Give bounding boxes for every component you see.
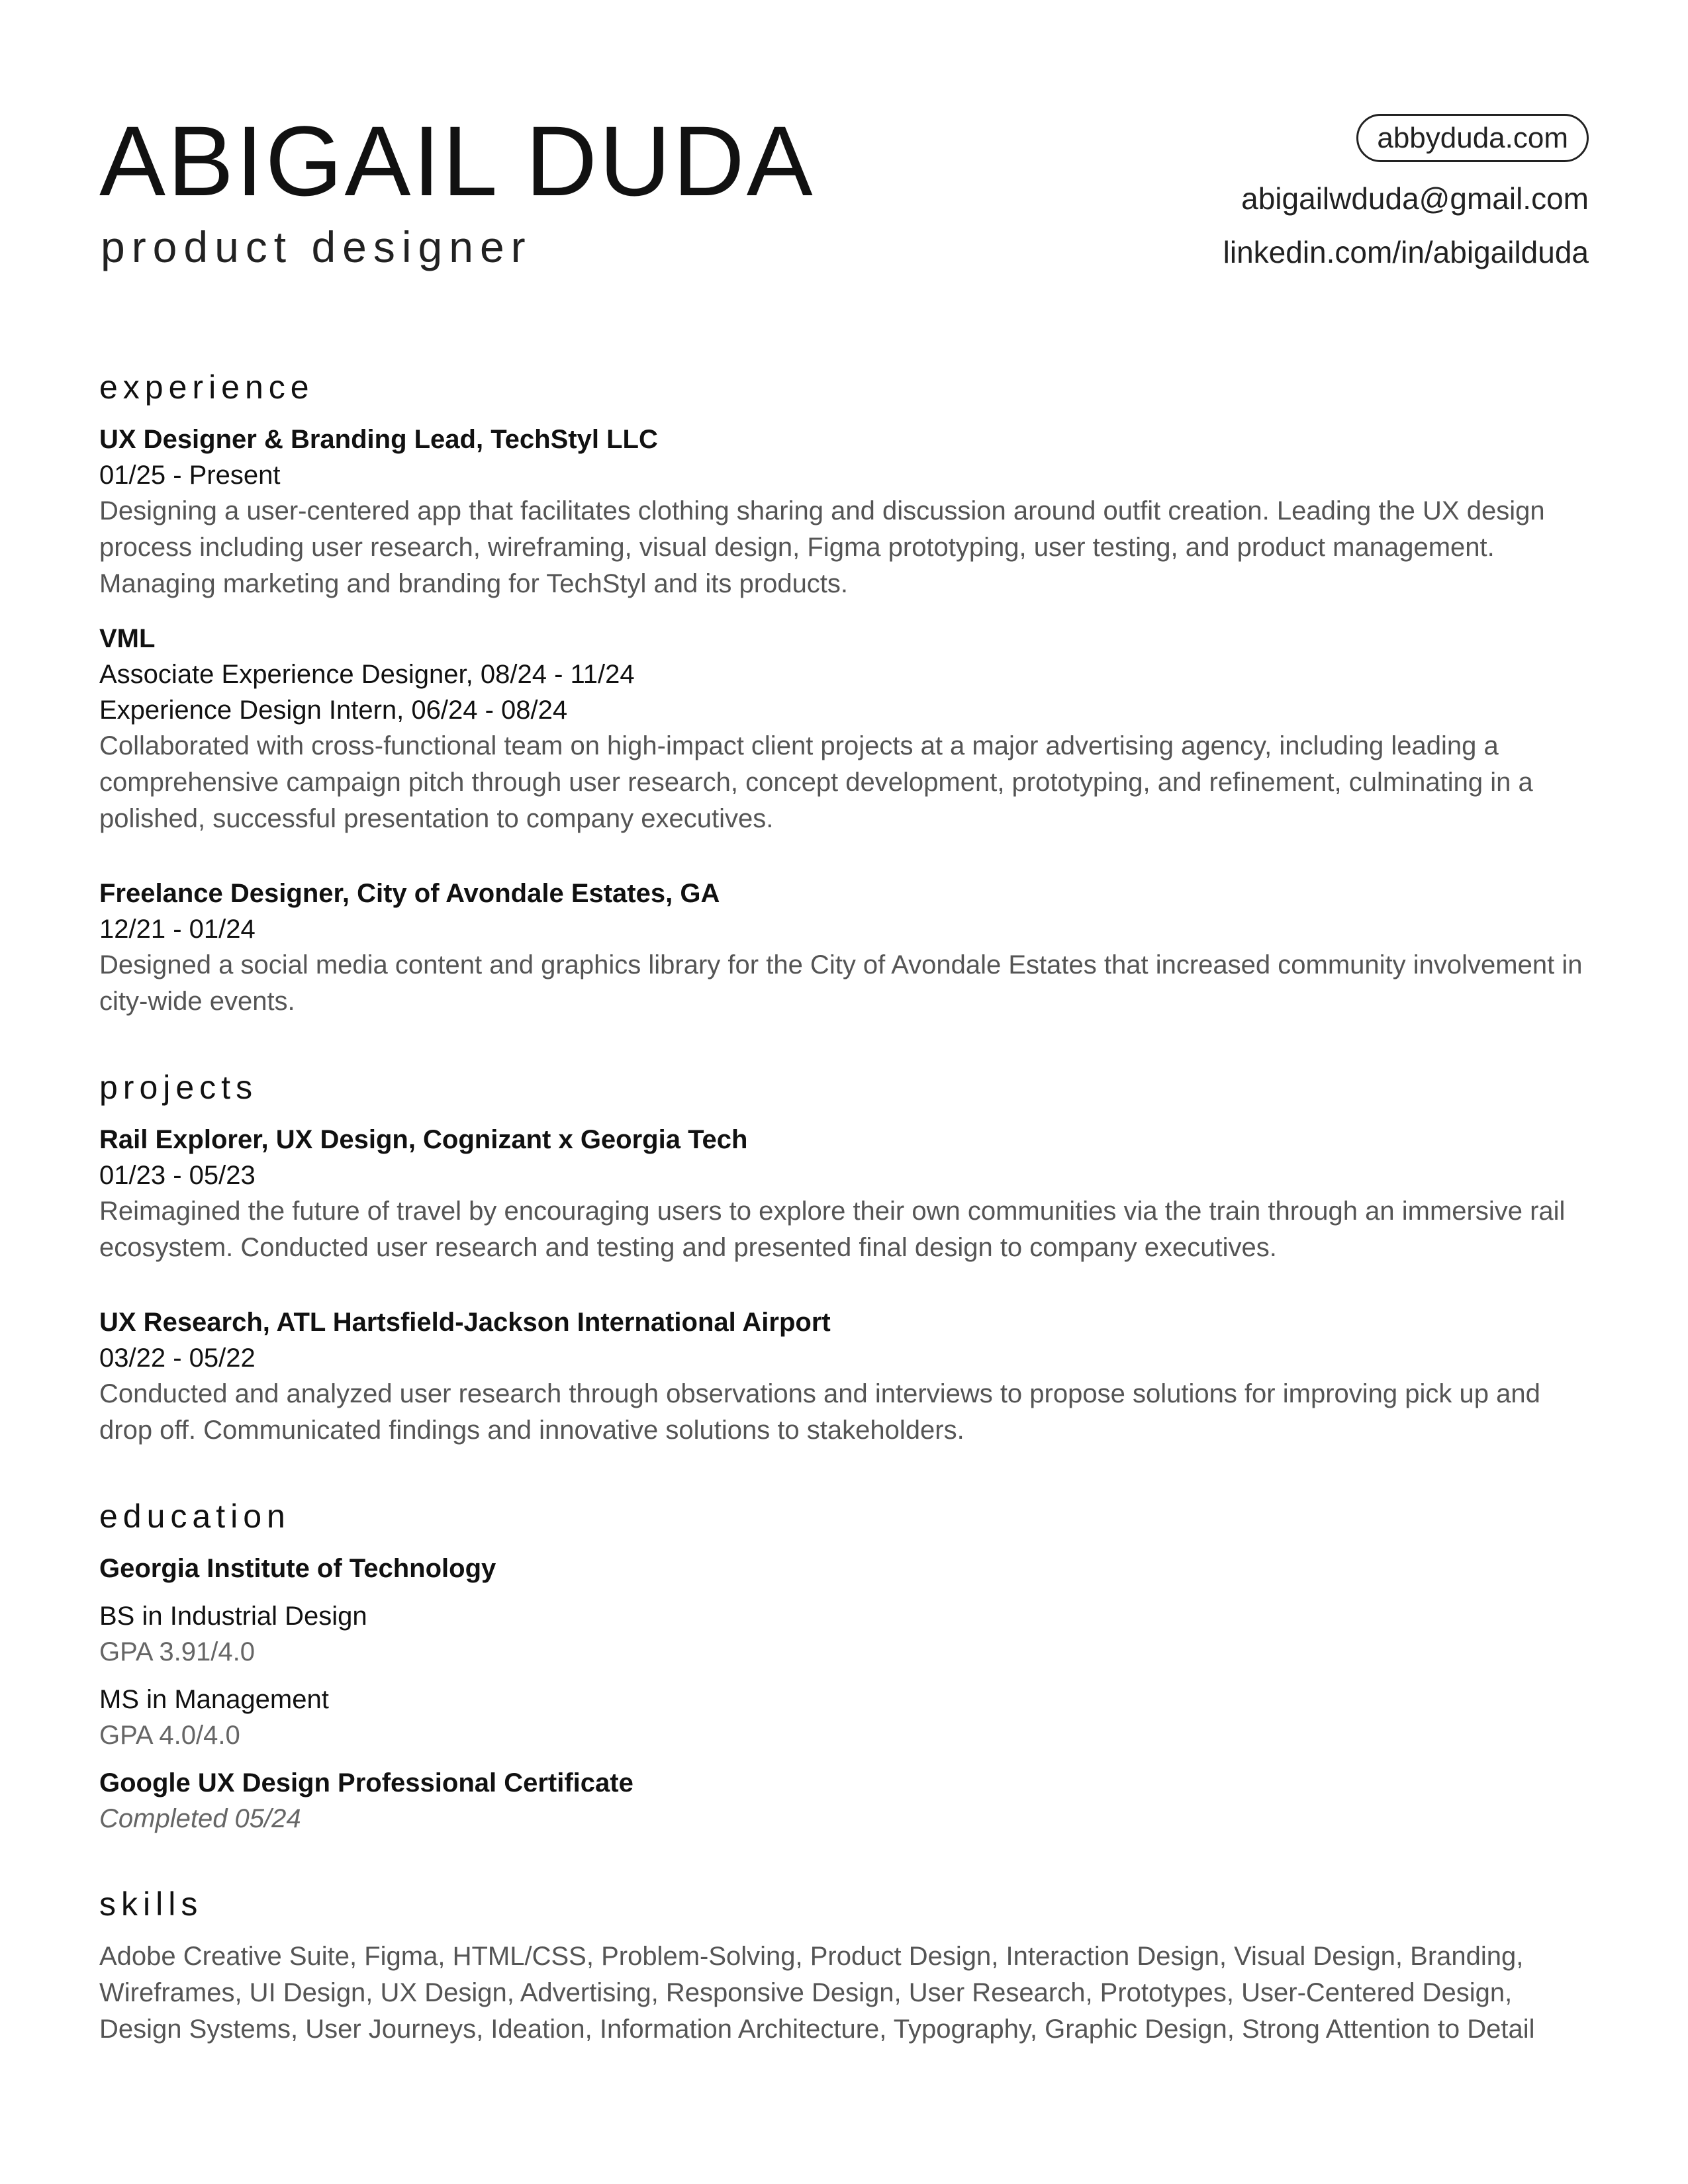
degree-gpa: GPA 4.0/4.0 (99, 1721, 240, 1750)
project-dates: 01/23 - 05/23 (99, 1161, 256, 1190)
contact-block (993, 114, 1589, 269)
experience-role-intern: Experience Design Intern, 06/24 - 08/24 (99, 696, 568, 725)
skills-section (99, 1884, 1589, 2048)
project-item-rail-explorer (99, 1122, 1589, 1266)
resume-content (99, 367, 1589, 2074)
project-role: Rail Explorer, UX Design, Cognizant x Georgia Tech (99, 1125, 748, 1154)
project-description: Reimagined the future of travel by encouraging users to explore their own communities via the train through an immersive rail ecosystem. Conducted user research and testing and presented final design to company executives. (99, 1197, 1566, 1262)
skills-list: Adobe Creative Suite, Figma, HTML/CSS, Problem-Solving, Product Design, Interaction Design, Visual Design, Branding, Wireframes, UI Design, UX Design, Advertising, Responsive Design, User Research, Prototypes, User-Centered Design, Design Systems, User Journeys, Ideation, Information Architecture, Typography, Graphic Design, Strong Attention to Detail (99, 1942, 1535, 2044)
project-description: Conducted and analyzed user research through observations and interviews to propose solutions for improving pick up and drop off. Communicated findings and innovative solutions to stakeholders. (99, 1379, 1540, 1445)
email-link[interactable]: abigailwduda@gmail.com (1241, 181, 1589, 216)
experience-role: Freelance Designer, City of Avondale Estates, GA (99, 879, 720, 908)
skills-heading: skills (99, 1886, 203, 1923)
experience-company: VML (99, 624, 156, 653)
project-dates: 03/22 - 05/22 (99, 1343, 256, 1373)
experience-dates: 12/21 - 01/24 (99, 915, 256, 944)
experience-section (99, 367, 1589, 1020)
degree-gpa: GPA 3.91/4.0 (99, 1637, 255, 1666)
certificate-status: Completed 05/24 (99, 1804, 301, 1833)
experience-heading: experience (99, 369, 314, 406)
education-certificate (99, 1765, 1589, 1837)
experience-role-associate: Associate Experience Designer, 08/24 - 11/24 (99, 660, 635, 689)
experience-item-vml (99, 621, 1589, 837)
degree-name: MS in Management (99, 1685, 329, 1714)
website-link[interactable]: abbyduda.com (1356, 114, 1589, 162)
projects-section (99, 1068, 1589, 1449)
experience-role: UX Designer & Branding Lead, TechStyl LLC (99, 425, 658, 454)
candidate-title: product designer (101, 222, 532, 271)
degree-name: BS in Industrial Design (99, 1602, 367, 1631)
education-degree-bs (99, 1598, 1589, 1670)
experience-description: Designed a social media content and graphics library for the City of Avondale Estates that increased community involvement in city-wide events. (99, 950, 1583, 1016)
experience-description: Designing a user-centered app that facilitates clothing sharing and discussion around outfit creation. Leading the UX design process including user research, wireframing, visual design, Figma prototyping, user testing, and product management. Managing marketing and branding for TechStyl and its products. (99, 496, 1545, 598)
experience-description: Collaborated with cross-functional team on high-impact client projects at a major advertising agency, including leading a comprehensive campaign pitch through user research, concept development, prototyping, and refinement, culminating in a polished, successful presentation to company executives. (99, 731, 1533, 833)
linkedin-link[interactable]: linkedin.com/in/abigailduda (1223, 234, 1589, 269)
experience-item-avondale (99, 876, 1589, 1020)
projects-heading: projects (99, 1069, 258, 1106)
experience-dates: 01/25 - Present (99, 461, 281, 490)
project-role: UX Research, ATL Hartsfield-Jackson International Airport (99, 1308, 831, 1337)
candidate-name: ABIGAIL DUDA (99, 105, 815, 216)
education-school: Georgia Institute of Technology (99, 1554, 496, 1583)
education-degree-ms (99, 1682, 1589, 1753)
experience-item-techstyl (99, 422, 1589, 602)
education-heading: education (99, 1498, 291, 1535)
certificate-name: Google UX Design Professional Certificate (99, 1768, 633, 1797)
project-item-atl-research (99, 1304, 1589, 1449)
education-section (99, 1496, 1589, 1837)
